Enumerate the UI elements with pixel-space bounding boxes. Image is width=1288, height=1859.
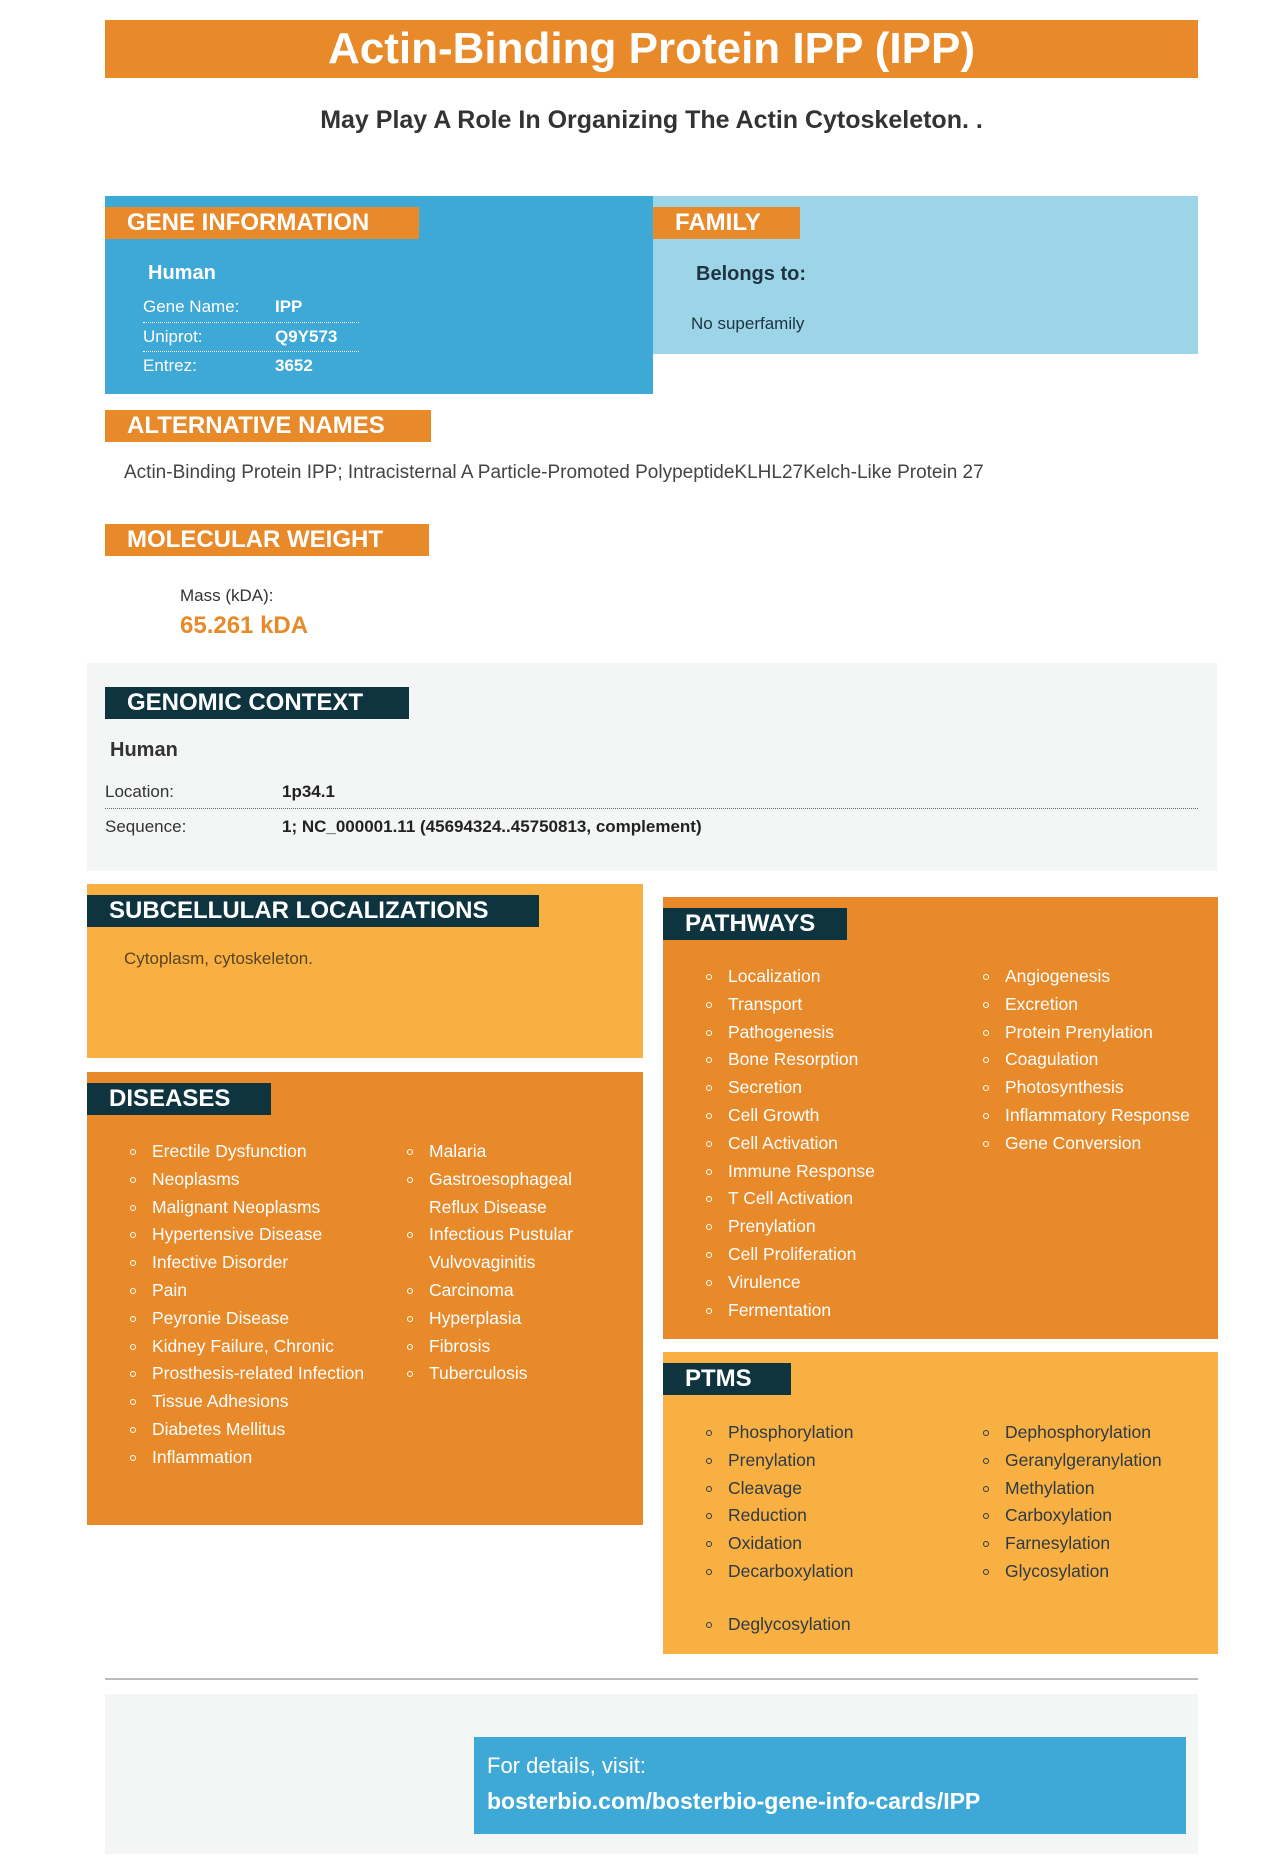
uniprot-label: Uniprot:: [143, 327, 203, 346]
list-item: Farnesylation: [983, 1530, 1213, 1558]
list-item: Gene Conversion: [983, 1130, 1213, 1158]
list-item: Peyronie Disease: [130, 1305, 370, 1333]
list-item: Reduction: [706, 1502, 956, 1530]
list-item: Prosthesis-related Infection: [130, 1360, 370, 1388]
ptms-list-col2: [983, 1419, 1213, 1586]
list-item: Photosynthesis: [983, 1074, 1213, 1102]
ptms-list-col1: [706, 1419, 956, 1586]
family-value: No superfamily: [691, 314, 805, 333]
diseases-heading: DISEASES: [87, 1083, 271, 1115]
list-item: Deglycosylation: [706, 1611, 956, 1639]
gene-name-row: [143, 294, 359, 323]
list-item: Tissue Adhesions: [130, 1388, 370, 1416]
list-item: Glycosylation: [983, 1558, 1213, 1586]
alternative-names-text: Actin-Binding Protein IPP; Intracisternal A Particle-Promoted PolypeptideKLHL27Kelch-Like Protein 27: [124, 462, 984, 483]
entrez-label: Entrez:: [143, 356, 197, 375]
list-item: Inflammatory Response: [983, 1102, 1213, 1130]
molecular-weight-heading: MOLECULAR WEIGHT: [105, 524, 429, 556]
mass-label: Mass (kDA):: [180, 586, 274, 605]
gene-name-label: Gene Name:: [143, 297, 240, 316]
gene-name-value: IPP: [275, 297, 303, 316]
list-item: T Cell Activation: [706, 1185, 956, 1213]
list-item: Localization: [706, 963, 956, 991]
list-item: Fibrosis: [407, 1333, 607, 1361]
pathways-list-col1: [706, 963, 956, 1324]
details-link[interactable]: bosterbio.com/bosterbio-gene-info-cards/IPP: [487, 1788, 981, 1814]
gene-information-heading: GENE INFORMATION: [105, 207, 419, 239]
list-item: Oxidation: [706, 1530, 956, 1558]
ptms-panel: [663, 1352, 1218, 1654]
list-item: Carboxylation: [983, 1502, 1213, 1530]
list-item: Virulence: [706, 1269, 956, 1297]
list-item: Excretion: [983, 991, 1213, 1019]
list-item: Erectile Dysfunction: [130, 1138, 370, 1166]
list-item: Inflammation: [130, 1444, 370, 1472]
location-value: 1p34.1: [282, 782, 335, 801]
list-item: Tuberculosis: [407, 1360, 607, 1388]
list-item: Coagulation: [983, 1046, 1213, 1074]
list-item: Kidney Failure, Chronic: [130, 1333, 370, 1361]
subcellular-heading: SUBCELLULAR LOCALIZATIONS: [87, 895, 539, 927]
location-row: [105, 775, 1198, 809]
list-item: Dephosphorylation: [983, 1419, 1213, 1447]
list-item: Geranylgeranylation: [983, 1447, 1213, 1475]
family-panel: [653, 196, 1198, 354]
diseases-list-col1: [130, 1138, 370, 1472]
details-panel: [474, 1737, 1186, 1834]
list-item: Methylation: [983, 1475, 1213, 1503]
list-item: Secretion: [706, 1074, 956, 1102]
list-item: Protein Prenylation: [983, 1019, 1213, 1047]
list-item: Prenylation: [706, 1213, 956, 1241]
list-item: Cleavage: [706, 1475, 956, 1503]
sequence-label: Sequence:: [105, 817, 187, 836]
list-item: Prenylation: [706, 1447, 956, 1475]
diseases-panel: [87, 1072, 643, 1525]
list-item: Fermentation: [706, 1297, 956, 1325]
diseases-list-col2: [407, 1138, 607, 1388]
list-item: Hypertensive Disease: [130, 1221, 370, 1249]
list-item: Angiogenesis: [983, 963, 1213, 991]
entrez-value[interactable]: 3652: [275, 356, 313, 375]
genomic-context-panel: [87, 663, 1217, 871]
list-item: Diabetes Mellitus: [130, 1416, 370, 1444]
list-item: Decarboxylation: [706, 1558, 956, 1586]
genomic-species: Human: [110, 739, 178, 761]
list-item: Infectious Pustular Vulvovaginitis: [407, 1221, 607, 1277]
location-label: Location:: [105, 782, 174, 801]
list-item: Hyperplasia: [407, 1305, 607, 1333]
entrez-row: [143, 352, 359, 380]
mass-value: 65.261 kDA: [180, 612, 309, 639]
ptms-heading: PTMS: [663, 1363, 791, 1395]
list-item: Malaria: [407, 1138, 607, 1166]
gene-information-panel: [105, 196, 653, 394]
family-heading: FAMILY: [653, 207, 800, 239]
uniprot-value[interactable]: Q9Y573: [275, 327, 338, 346]
sequence-value: 1; NC_000001.11 (45694324..45750813, complement): [282, 817, 702, 836]
page-title: Actin-Binding Protein IPP (IPP): [105, 20, 1198, 78]
list-item: Carcinoma: [407, 1277, 607, 1305]
pathways-heading: PATHWAYS: [663, 908, 847, 940]
subcellular-localizations-panel: [87, 884, 643, 1058]
list-item: Gastroesophageal Reflux Disease: [407, 1166, 607, 1222]
list-item: Pain: [130, 1277, 370, 1305]
list-item: Cell Activation: [706, 1130, 956, 1158]
list-item: Bone Resorption: [706, 1046, 956, 1074]
family-belongs-label: Belongs to:: [696, 263, 806, 285]
sequence-row: [105, 810, 1198, 840]
page-subtitle: May Play A Role In Organizing The Actin Cytoskeleton. .: [320, 106, 983, 134]
list-item: Malignant Neoplasms: [130, 1194, 370, 1222]
uniprot-row: [143, 323, 359, 352]
footer-divider: [105, 1678, 1198, 1680]
list-item: Cell Growth: [706, 1102, 956, 1130]
list-item: Cell Proliferation: [706, 1241, 956, 1269]
gene-info-table: [143, 294, 359, 380]
ptms-list-extra: [706, 1611, 956, 1639]
list-item: Pathogenesis: [706, 1019, 956, 1047]
subcellular-text: Cytoplasm, cytoskeleton.: [124, 949, 313, 968]
details-label: For details, visit:: [487, 1753, 646, 1778]
list-item: Phosphorylation: [706, 1419, 956, 1447]
list-item: Immune Response: [706, 1158, 956, 1186]
alternative-names-heading: ALTERNATIVE NAMES: [105, 410, 431, 442]
list-item: Neoplasms: [130, 1166, 370, 1194]
gene-species: Human: [148, 262, 216, 284]
list-item: Infective Disorder: [130, 1249, 370, 1277]
pathways-list-col2: [983, 963, 1213, 1158]
pathways-panel: [663, 897, 1218, 1339]
list-item: Transport: [706, 991, 956, 1019]
genomic-context-heading: GENOMIC CONTEXT: [105, 687, 409, 719]
